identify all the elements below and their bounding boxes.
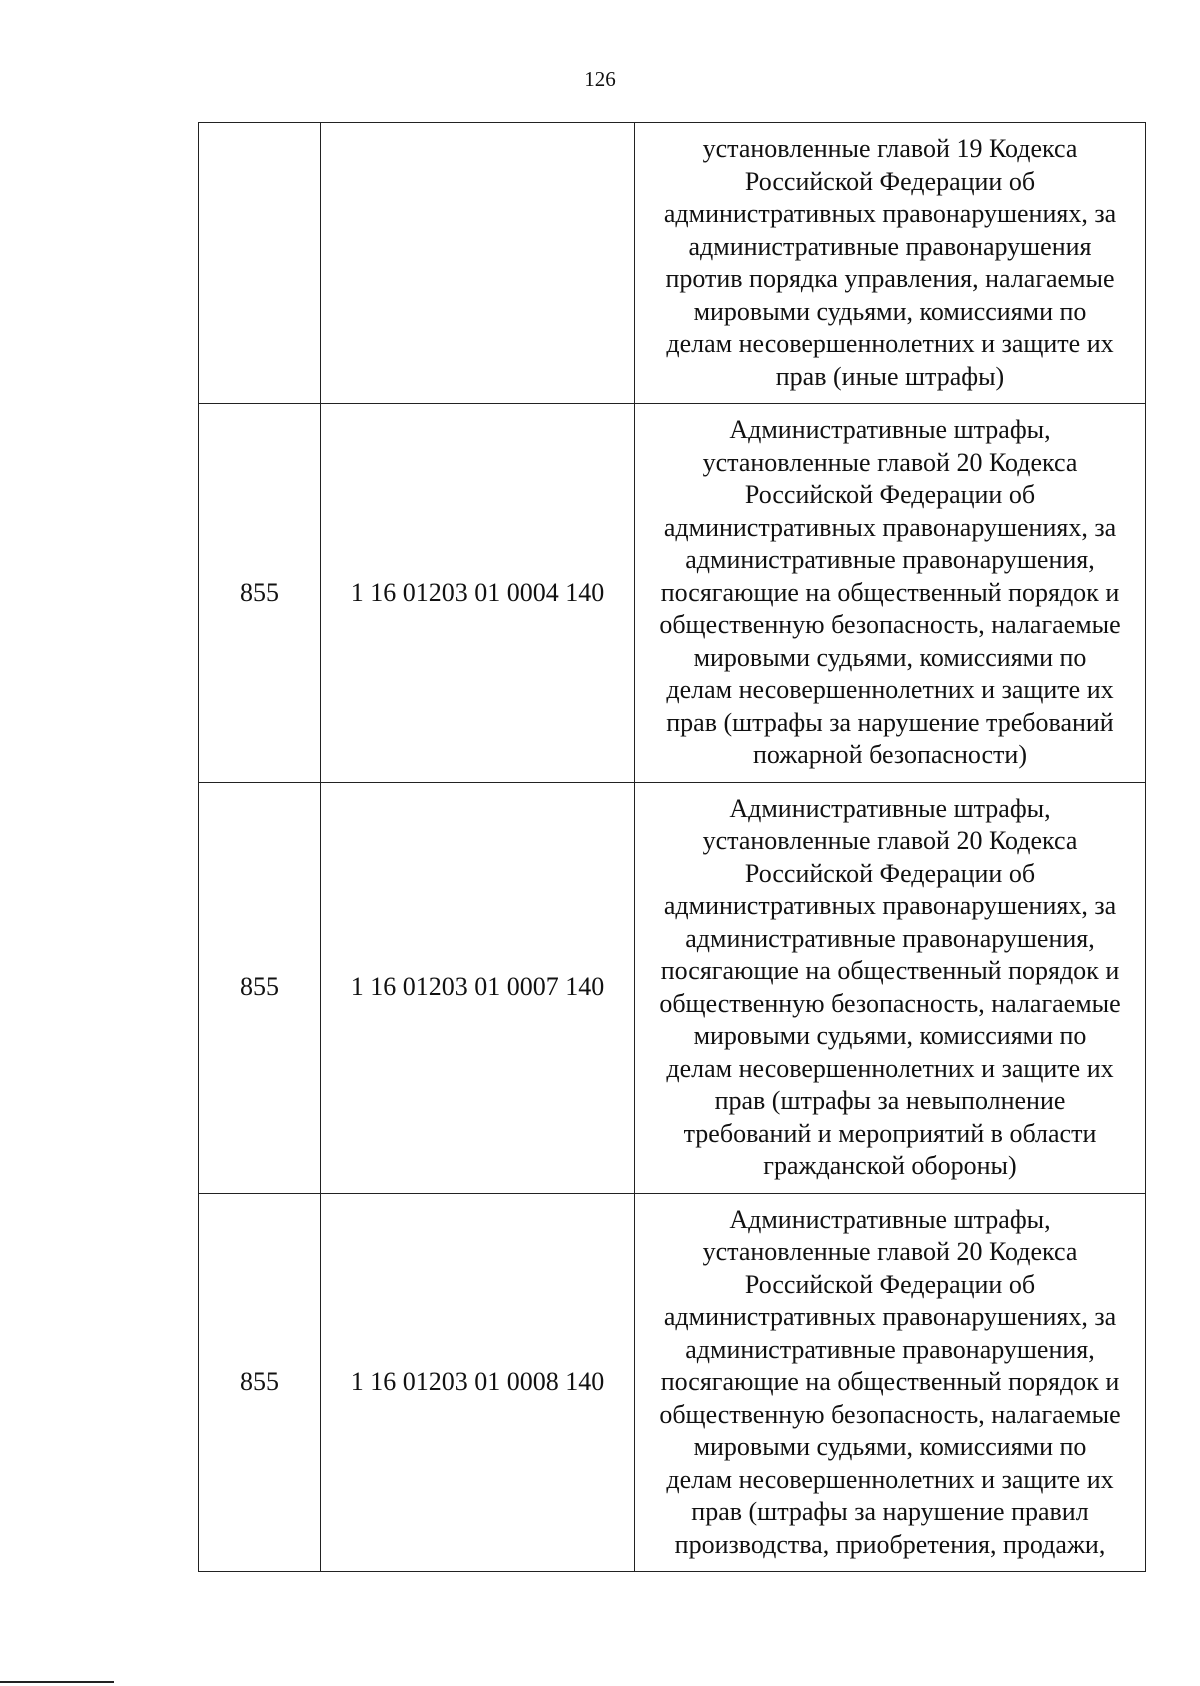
description-line: административных правонарушениях, за <box>663 1302 1117 1331</box>
description-line: установленные главой 20 Кодекса <box>702 826 1078 855</box>
budget-code-cell <box>321 123 635 404</box>
description-text <box>635 783 1145 1193</box>
description-cell <box>635 782 1146 1193</box>
description-line: посягающие на общественный порядок и <box>660 577 1120 607</box>
description-line: административных правонарушениях, за <box>663 199 1117 228</box>
description-line: делам несовершеннолетних и защите их <box>666 1464 1114 1494</box>
description-line: установленные главой 20 Кодекса <box>702 1237 1078 1266</box>
description-line: административные правонарушения, <box>685 1334 1095 1364</box>
description-line: Российской Федерации об <box>744 858 1036 888</box>
admin-code-cell <box>199 123 321 404</box>
description-line: Российской Федерации об <box>744 1269 1036 1299</box>
description-line: мировыми судьями, комиссиями по <box>693 642 1087 672</box>
table-row <box>199 404 1146 783</box>
description-text <box>635 404 1145 782</box>
budget-code-cell: 1 16 01203 01 0008 140 <box>321 1193 635 1572</box>
description-cell <box>635 404 1146 783</box>
description-line: административные правонарушения, <box>685 923 1095 953</box>
description-line: установленные главой 19 Кодекса <box>702 134 1078 163</box>
description-cell <box>635 123 1146 404</box>
page-number: 126 <box>584 67 616 91</box>
description-line: гражданской обороны) <box>763 1151 1017 1180</box>
description-line: прав (штрафы за нарушение требований <box>666 707 1114 737</box>
description-line: против порядка управления, налагаемые <box>665 264 1115 293</box>
admin-code-cell: 855 <box>199 404 321 783</box>
description-line: пожарной безопасности) <box>753 740 1027 769</box>
description-line: посягающие на общественный порядок и <box>660 956 1120 985</box>
description-line: Административные штрафы, <box>729 1204 1051 1234</box>
table-row <box>199 782 1146 1193</box>
description-line: производства, приобретения, продажи, <box>674 1529 1106 1559</box>
description-line: Административные штрафы, <box>729 415 1051 444</box>
description-line: административные правонарушения, <box>685 545 1095 574</box>
description-cell <box>635 1193 1146 1572</box>
description-line: административных правонарушениях, за <box>663 891 1117 920</box>
footnote-rule <box>0 1681 114 1683</box>
description-line: мировыми судьями, комиссиями по <box>693 296 1087 326</box>
description-line: мировыми судьями, комиссиями по <box>693 1432 1087 1461</box>
description-line: общественную безопасность, налагаемые <box>659 610 1121 639</box>
description-line: Российской Федерации об <box>744 480 1036 509</box>
description-line: прав (иные штрафы) <box>775 361 1005 391</box>
description-line: делам несовершеннолетних и защите их <box>666 675 1114 704</box>
description-line: Административные штрафы, <box>729 793 1051 823</box>
admin-code-cell: 855 <box>199 1193 321 1572</box>
description-line: административных правонарушениях, за <box>663 512 1117 542</box>
budget-classification-table <box>198 122 1146 1572</box>
description-line: общественную безопасность, налагаемые <box>659 988 1121 1018</box>
table-row <box>199 1193 1146 1572</box>
description-line: Российской Федерации об <box>744 166 1036 196</box>
description-line: делам несовершеннолетних и защите их <box>666 329 1114 358</box>
description-line: прав (штрафы за нарушение правил <box>691 1497 1089 1526</box>
description-line: требований и мероприятий в области <box>683 1118 1097 1148</box>
description-line: административные правонарушения <box>688 231 1092 261</box>
table-row <box>199 123 1146 404</box>
description-line: общественную безопасность, налагаемые <box>659 1399 1121 1429</box>
description-line: установленные главой 20 Кодекса <box>702 447 1078 477</box>
budget-code-cell: 1 16 01203 01 0004 140 <box>321 404 635 783</box>
description-line: делам несовершеннолетних и защите их <box>666 1053 1114 1083</box>
table-body <box>199 123 1146 1572</box>
description-line: мировыми судьями, комиссиями по <box>693 1021 1087 1050</box>
description-text <box>635 1194 1145 1572</box>
description-line: прав (штрафы за невыполнение <box>714 1086 1066 1115</box>
description-line: посягающие на общественный порядок и <box>660 1367 1120 1396</box>
budget-code-cell: 1 16 01203 01 0007 140 <box>321 782 635 1193</box>
description-text <box>635 123 1145 403</box>
admin-code-cell: 855 <box>199 782 321 1193</box>
